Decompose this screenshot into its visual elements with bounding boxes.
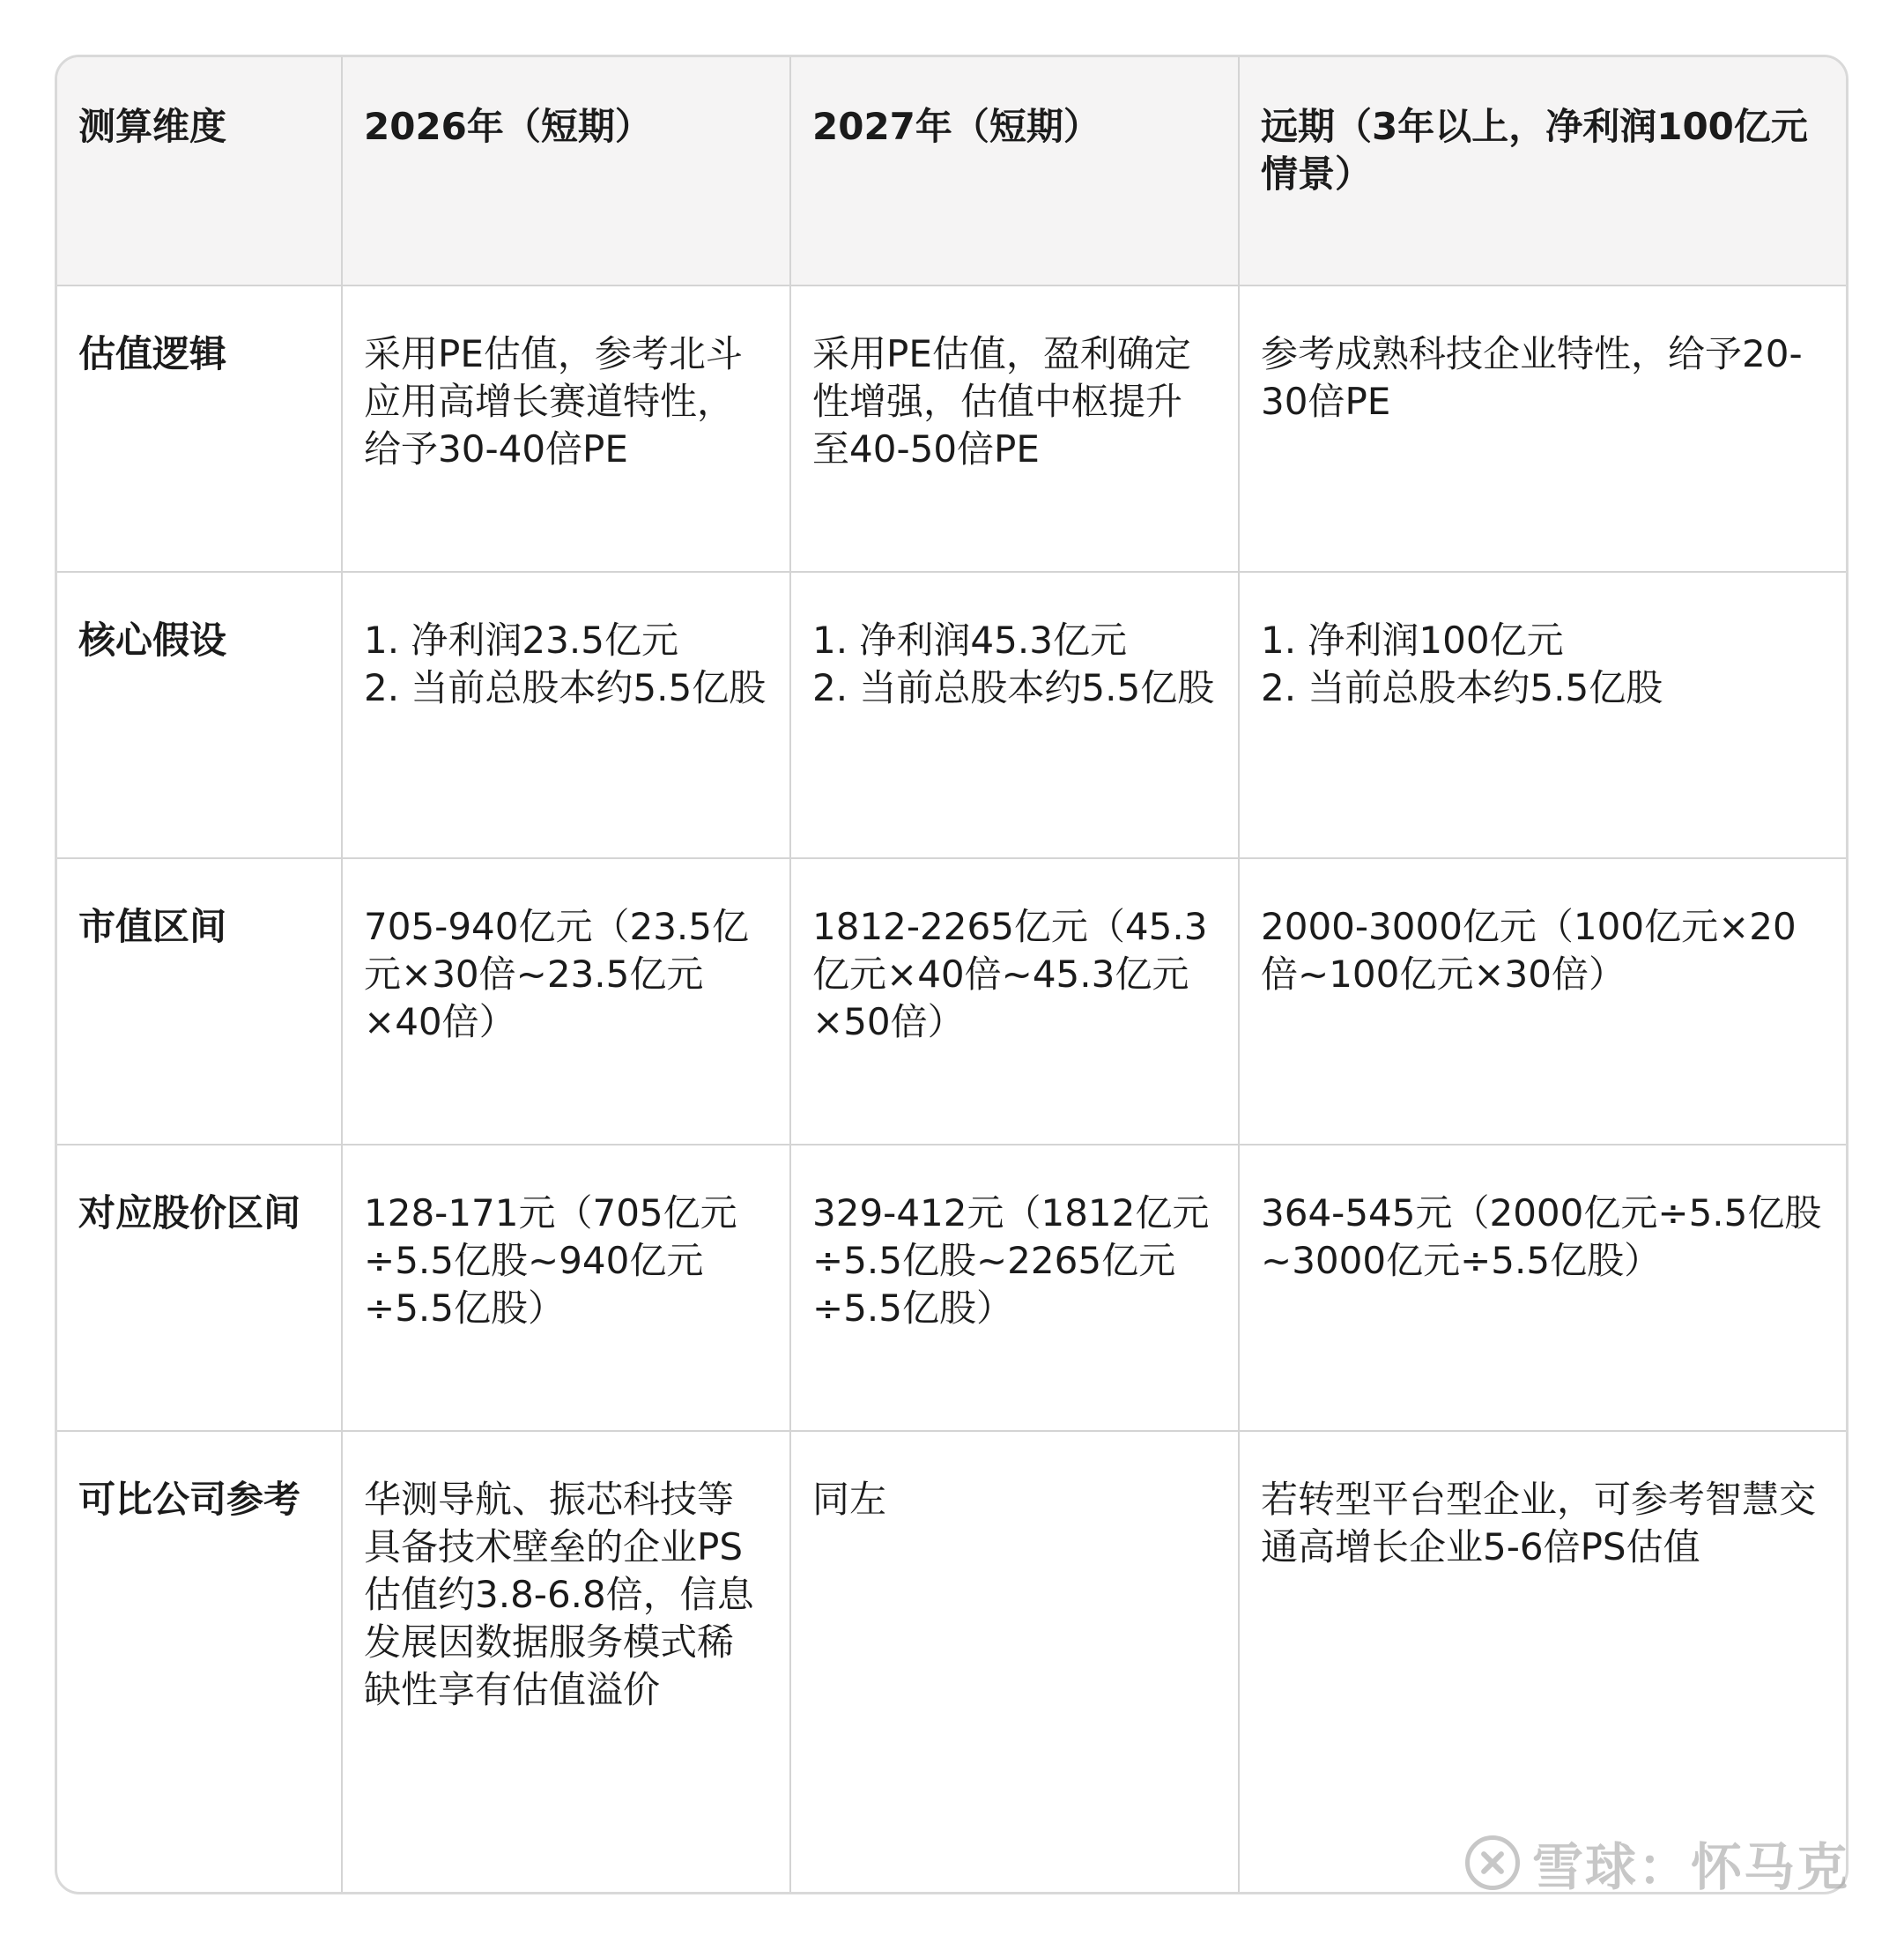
table-row [57, 285, 1846, 572]
table-row [57, 1145, 1846, 1431]
table-row [57, 1431, 1846, 1892]
table-cell: 若转型平台型企业，可参考智慧交通高增长企业5-6倍PS估值 [1261, 1478, 1817, 1568]
table-cell: 128-171元（705亿元÷5.5亿股~940亿元÷5.5亿股） [342, 1145, 790, 1431]
table-cell: 采用PE估值，参考北斗应用高增长赛道特性，给予30-40倍PE [342, 285, 790, 572]
table-cell: 华测导航、振芯科技等具备技术壁垒的企业PS估值约3.8-6.8倍，信息发展因数据服务模式稀缺性享有估值溢价 [342, 1431, 790, 1892]
table-cell: 同左 [790, 1431, 1239, 1892]
watermark [1465, 1826, 1849, 1900]
table-row [57, 858, 1846, 1145]
row-label-valuation-logic: 估值逻辑 [57, 285, 342, 572]
table-cell: 1812-2265亿元（45.3亿元×40倍~45.3亿元×50倍） [790, 858, 1239, 1145]
row-label-core-assumptions: 核心假设 [57, 572, 342, 858]
row-label-share-price-range: 对应股价区间 [57, 1145, 342, 1431]
table-cell: 2000-3000亿元（100亿元×20倍~100亿元×30倍） [1239, 858, 1846, 1145]
header-row [57, 57, 1846, 285]
watermark-text: 雪球：怀马克 [1531, 1837, 1849, 1897]
row-label-comparable-companies: 可比公司参考 [57, 1431, 342, 1892]
header-long-term: 远期（3年以上，净利润100亿元情景） [1239, 57, 1846, 285]
table-cell: 329-412元（1812亿元÷5.5亿股~2265亿元÷5.5亿股） [790, 1145, 1239, 1431]
table-cell: 参考成熟科技企业特性，给予20-30倍PE [1239, 285, 1846, 572]
table-cell: 364-545元（2000亿元÷5.5亿股~3000亿元÷5.5亿股） [1239, 1145, 1846, 1431]
table-row [57, 572, 1846, 858]
table-cell: 1. 净利润23.5亿元 2. 当前总股本约5.5亿股 [342, 572, 790, 858]
table-cell: 1. 净利润100亿元 2. 当前总股本约5.5亿股 [1239, 572, 1846, 858]
table-cell: 705-940亿元（23.5亿元×30倍~23.5亿元×40倍） [342, 858, 790, 1145]
table-cell: 1. 净利润45.3亿元 2. 当前总股本约5.5亿股 [790, 572, 1239, 858]
xueqiu-logo-icon [1465, 1835, 1520, 1890]
header-2027: 2027年（短期） [790, 57, 1239, 285]
table-cell: 采用PE估值，盈利确定性增强，估值中枢提升至40-50倍PE [790, 285, 1239, 572]
header-dimension: 测算维度 [57, 57, 342, 285]
header-2026: 2026年（短期） [342, 57, 790, 285]
row-label-market-cap-range: 市值区间 [57, 858, 342, 1145]
valuation-table [57, 57, 1846, 1892]
valuation-table-container [55, 55, 1848, 1894]
